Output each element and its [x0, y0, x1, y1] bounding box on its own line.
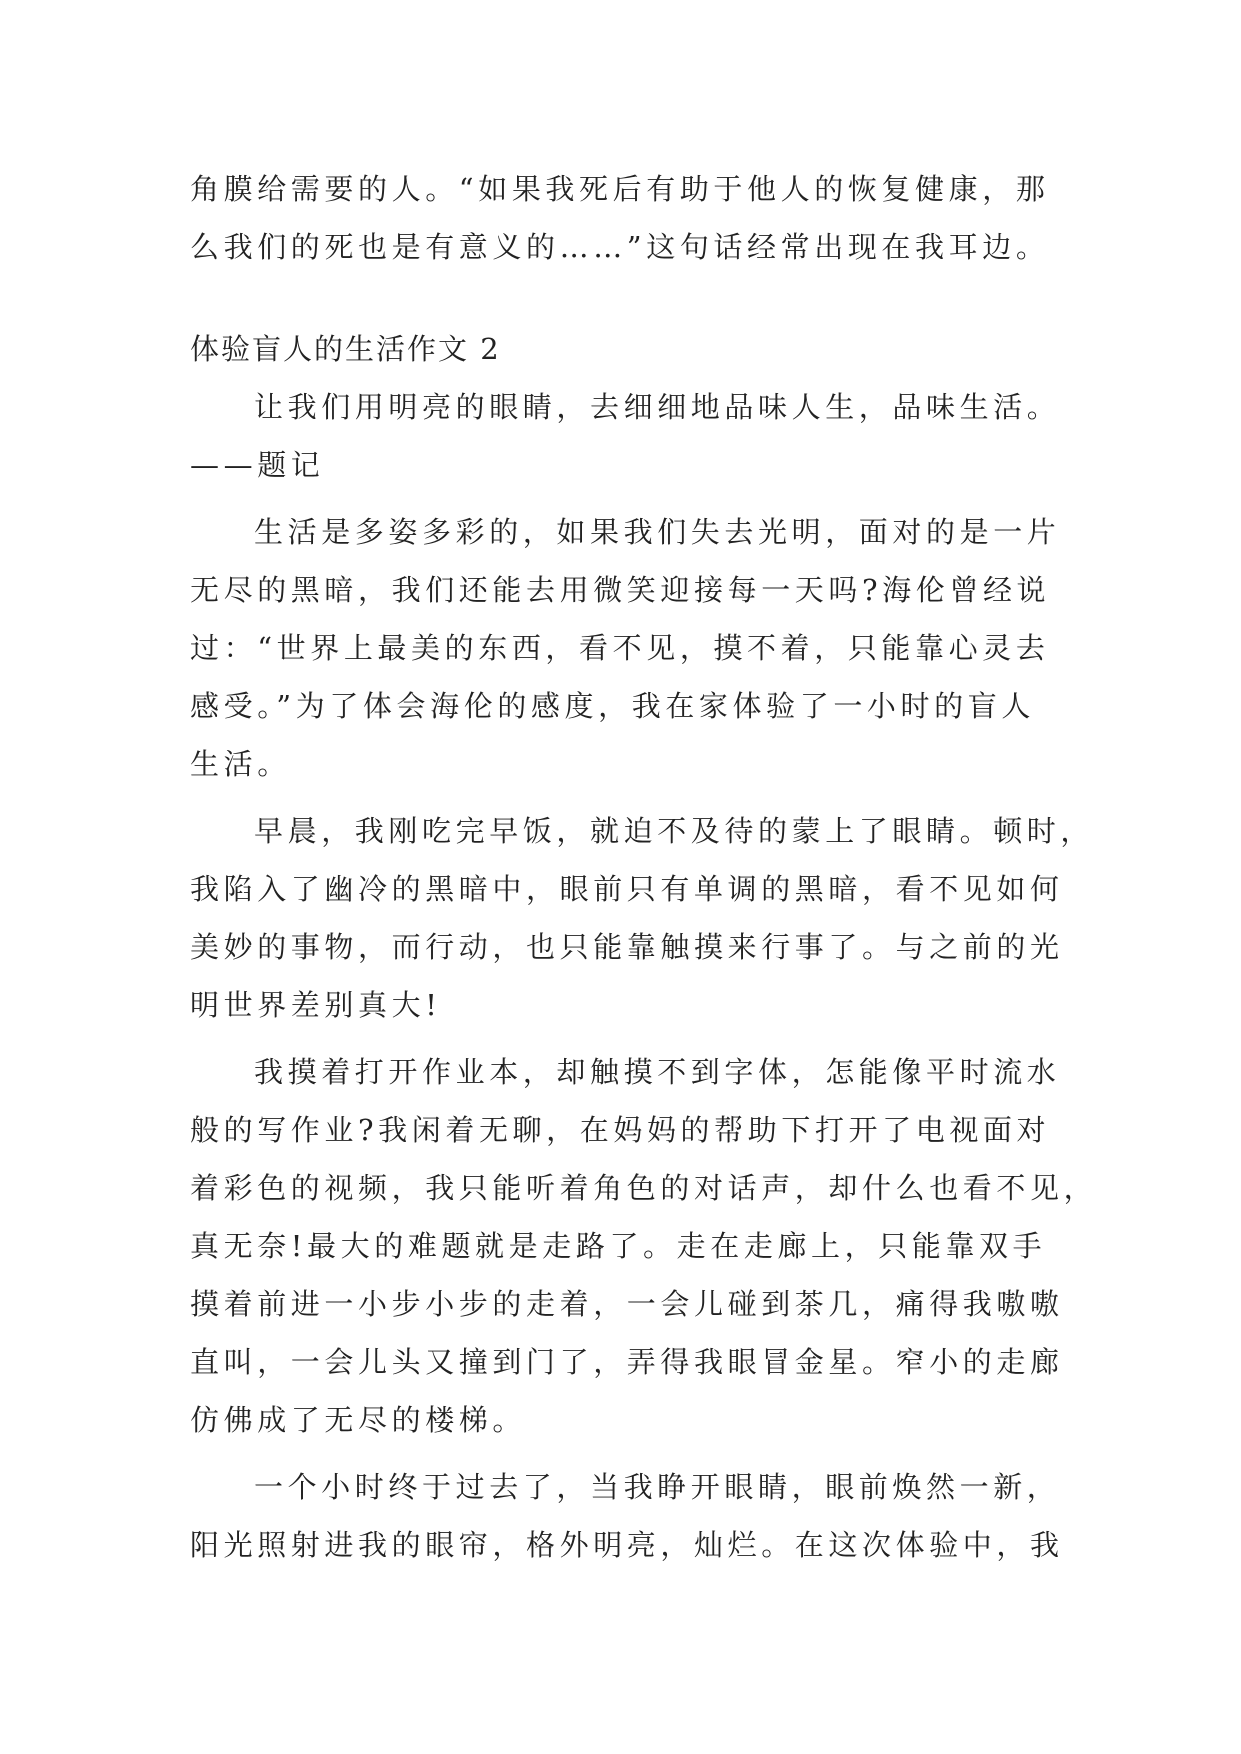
text-line: 感受。”为了体会海伦的感度，我在家体验了一小时的盲人: [190, 689, 1035, 723]
text-line: 一个小时终于过去了，当我睁开眼睛，眼前焕然一新，: [254, 1470, 1061, 1504]
text-line: 直叫，一会儿头又撞到门了，弄得我眼冒金星。窄小的走廊: [190, 1345, 1064, 1379]
text-line: 生活。: [190, 747, 291, 781]
text-line: 着彩色的视频，我只能听着角色的对话声，却什么也看不见，: [190, 1171, 1098, 1205]
text-line: 仿佛成了无尽的楼梯。: [190, 1403, 527, 1437]
text-line: 我摸着打开作业本，却触摸不到字体，怎能像平时流水: [254, 1055, 1061, 1089]
text-line: 角膜给需要的人。“如果我死后有助于他人的恢复健康，那: [190, 172, 1050, 206]
text-line: 般的写作业?我闲着无聊，在妈妈的帮助下打开了电视面对: [190, 1113, 1051, 1147]
text-line: 阳光照射进我的眼帘，格外明亮，灿烂。在这次体验中，我: [190, 1528, 1064, 1562]
epigraph-attribution: ——题记: [190, 448, 325, 482]
text-line: 美妙的事物，而行动，也只能靠触摸来行事了。与之前的光: [190, 930, 1064, 964]
text-line: 我陷入了幽冷的黑暗中，眼前只有单调的黑暗，看不见如何: [190, 872, 1064, 906]
text-line: 摸着前进一小步小步的走着，一会儿碰到茶几，痛得我嗷嗷: [190, 1287, 1064, 1321]
text-line: 真无奈!最大的难题就是走路了。走在走廊上，只能靠双手: [190, 1229, 1047, 1263]
essay-title: 体验盲人的生活作文 2: [190, 332, 501, 366]
text-line: 生活是多姿多彩的，如果我们失去光明，面对的是一片: [254, 515, 1061, 549]
text-line: 明世界差别真大!: [190, 988, 442, 1022]
text-line: 么我们的死也是有意义的……”这句话经常出现在我耳边。: [190, 230, 1050, 264]
text-line: 早晨，我刚吃完早饭，就迫不及待的蒙上了眼睛。顿时，: [254, 814, 1095, 848]
text-line: 无尽的黑暗，我们还能去用微笑迎接每一天吗?海伦曾经说: [190, 573, 1051, 607]
epigraph-line: 让我们用明亮的眼睛，去细细地品味人生，品味生活。: [254, 390, 1061, 424]
document-page: [190, 160, 1098, 1574]
text-line: 过：“世界上最美的东西，看不见，摸不着，只能靠心灵去: [190, 631, 1050, 665]
